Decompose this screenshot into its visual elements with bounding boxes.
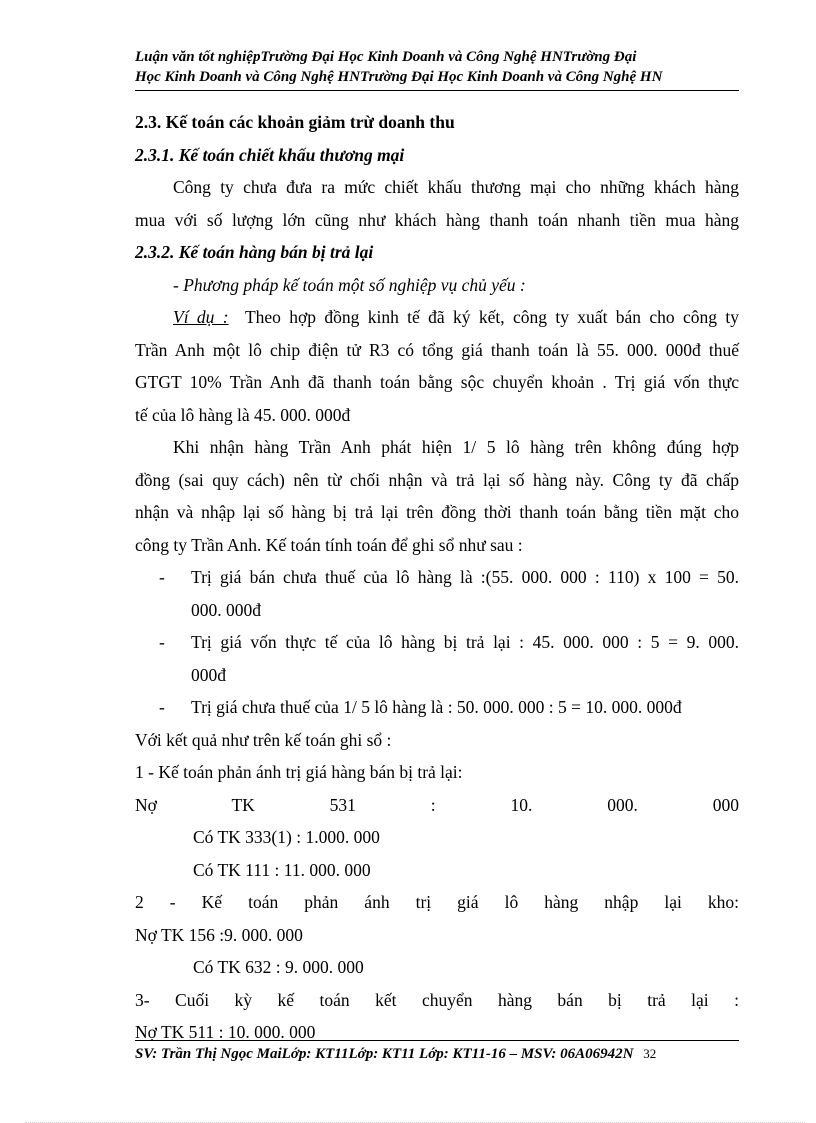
section-title: 2.3. Kế toán các khoản giảm trừ doanh thu bbox=[135, 112, 455, 132]
subsection-title-2: 2.3.2. Kế toán hàng bán bị trả lại bbox=[135, 242, 374, 262]
footer-text: SV: Trần Thị Ngọc MaiLớp: KT11Lớp: KT11 Lớp: KT11-16 – MSV: 06A06942N bbox=[135, 1046, 634, 1062]
page-header bbox=[135, 47, 739, 91]
bullet-continuation: 000. 000đ bbox=[191, 599, 261, 620]
bullet-item: - Trị giá bán chưa thuế của lô hàng là :(55. 000. 000 : 110) x 100 = 50. bbox=[159, 567, 739, 587]
header-line-1: Luận văn tốt nghiệpTrường Đại Học Kinh Doanh và Công Nghệ HNTrường Đại bbox=[135, 49, 637, 65]
example-label: Ví dụ : bbox=[173, 307, 229, 327]
entry-3-title: 3- Cuối kỳ kế toán kết chuyển hàng bán bị trả lại : bbox=[135, 989, 739, 1010]
entry-1-credit: Có TK 333(1) : 1.000. 000 bbox=[193, 827, 380, 847]
example-text: Theo hợp đồng kinh tế đã ký kết, công ty xuất bán cho công ty bbox=[244, 307, 739, 327]
entry-3-debit: Nợ TK 511 : 10. 000. 000 bbox=[135, 1022, 316, 1042]
entry-1-title: 1 - Kế toán phản ánh trị giá hàng bán bị trả lại: bbox=[135, 762, 463, 782]
paragraph: công ty Trần Anh. Kế toán tính toán để ghi sổ như sau : bbox=[135, 534, 523, 555]
page-number: 32 bbox=[643, 1046, 657, 1061]
example-line bbox=[135, 301, 739, 334]
header-line-2: Học Kinh Doanh và Công Nghệ HNTrường Đại Học Kinh Doanh và Công Nghệ HN bbox=[135, 69, 663, 85]
paragraph: Công ty chưa đưa ra mức chiết khấu thương mại cho những khách hàng bbox=[173, 177, 739, 197]
subsection-title-1: 2.3.1. Kế toán chiết khấu thương mại bbox=[135, 144, 405, 165]
method-note: - Phương pháp kế toán một số nghiệp vụ chủ yếu : bbox=[173, 274, 526, 295]
bullet-item: - Trị giá chưa thuế của 1/ 5 lô hàng là : 50. 000. 000 : 5 = 10. 000. 000đ bbox=[159, 697, 682, 717]
paragraph: Trần Anh một lô chip điện tử R3 có tổng giá thanh toán là 55. 000. 000đ thuế bbox=[135, 339, 739, 360]
page-footer bbox=[135, 1040, 739, 1064]
paragraph: GTGT 10% Trần Anh đã thanh toán bằng sộc chuyển khoản . Trị giá vốn thực bbox=[135, 372, 739, 392]
entry-1-credit: Có TK 111 : 11. 000. 000 bbox=[193, 859, 371, 880]
entries-intro: Với kết quả như trên kế toán ghi sổ : bbox=[135, 729, 392, 750]
paragraph: đồng (sai quy cách) nên từ chối nhận và trả lại số hàng này. Công ty đã chấp bbox=[135, 469, 739, 490]
entry-2-debit: Nợ TK 156 :9. 000. 000 bbox=[135, 924, 303, 945]
document-body bbox=[135, 106, 739, 1049]
bullet-continuation: 000đ bbox=[191, 664, 226, 685]
entry-2-title: 2 - Kế toán phản ánh trị giá lô hàng nhập lại kho: bbox=[135, 892, 739, 912]
entry-1-debit: Nợ TK 531 : 10. 000. 000 bbox=[135, 794, 739, 815]
paragraph: tế của lô hàng là 45. 000. 000đ bbox=[135, 404, 351, 425]
paragraph: nhận và nhập lại số hàng bị trả lại trên đồng thời thanh toán bằng tiền mặt cho bbox=[135, 502, 739, 522]
bullet-item: - Trị giá vốn thực tế của lô hàng bị trả lại : 45. 000. 000 : 5 = 9. 000. bbox=[159, 632, 739, 652]
paragraph: mua với số lượng lớn cũng như khách hàng thanh toán nhanh tiền mua hàng bbox=[135, 209, 739, 230]
paragraph: Khi nhận hàng Trần Anh phát hiện 1/ 5 lô hàng trên không đúng hợp bbox=[173, 437, 739, 457]
entry-2-credit: Có TK 632 : 9. 000. 000 bbox=[193, 957, 364, 977]
